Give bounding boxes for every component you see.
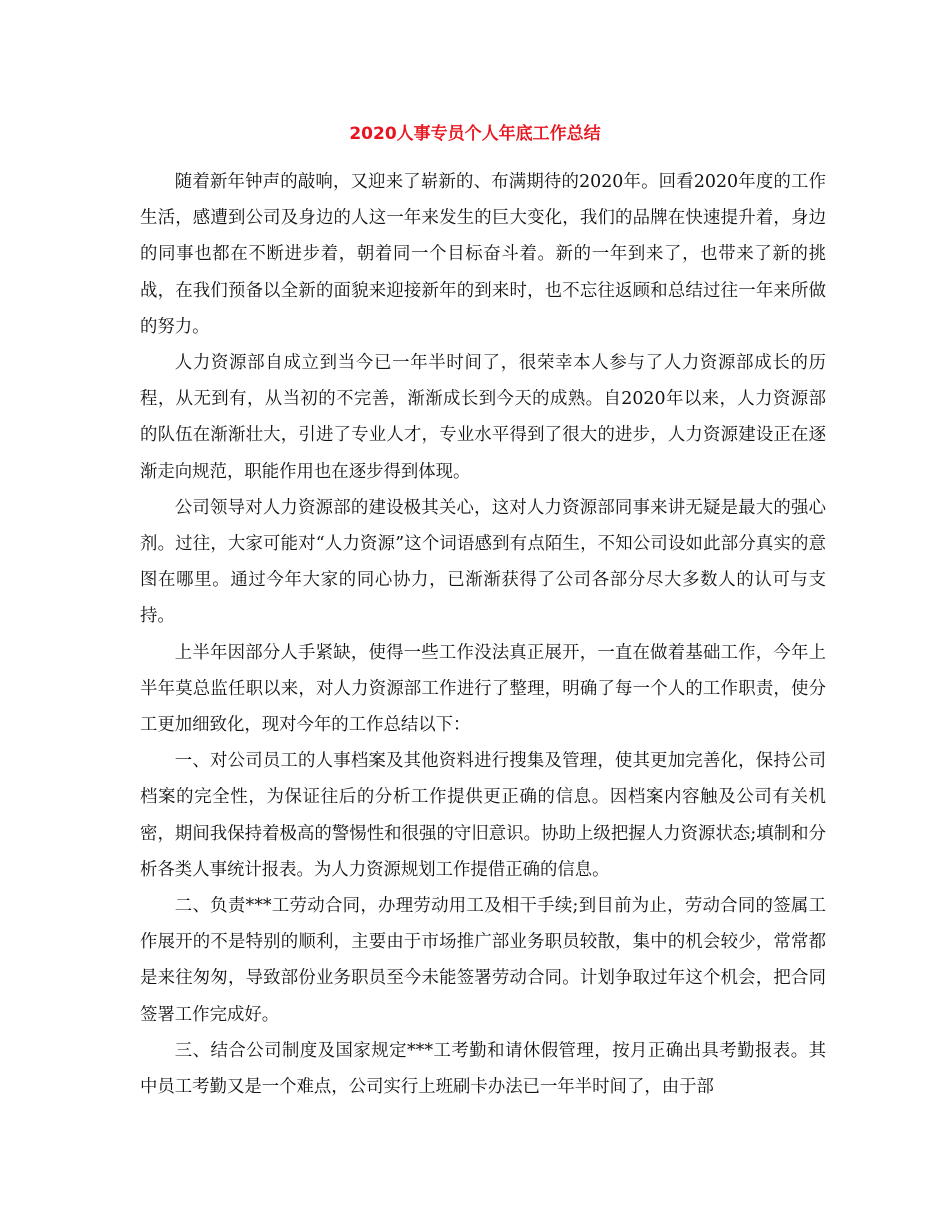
paragraph-4: 上半年因部分人手紧缺，使得一些工作没法真正展开，一直在做着基础工作，今年上半年莫总监任职以来，对人力资源部工作进行了整理，明确了每一个人的工作职责，使分工更加细致化，现对今年的工作总结以下： — [140, 642, 826, 736]
paragraph-2: 人力资源部自成立到当今已一年半时间了，很荣幸本人参与了人力资源部成长的历程，从无到有，从当初的不完善，渐渐成长到今天的成熟。自2020年以来，人力资源部的队伍在渐渐壮大，引进了专业人才，专业水平得到了很大的进步，人力资源建设正在逐渐走向规范，职能作用也在逐步得到体现。 — [140, 353, 826, 482]
paragraph-3: 公司领导对人力资源部的建设极其关心，这对人力资源部同事来讲无疑是最大的强心剂。过往，大家可能对“人力资源”这个词语感到有点陌生，不知公司设如此部分真实的意图在哪里。通过今年大家的同心协力，已渐渐获得了公司各部分尽大多数人的认可与支持。 — [140, 497, 826, 627]
document-title: 2020人事专员个人年底工作总结 — [349, 124, 601, 144]
paragraph-6: 二、负责***工劳动合同，办理劳动用工及相干手续;到目前为止，劳动合同的签属工作展开的不是特别的顺利，主要由于市场推广部业务职员较散，集中的机会较少，常常都是来往匆匆，导致部份业务职员至今未能签署劳动合同。计划争取过年这个机会，把合同签署工作完成好。 — [140, 896, 826, 1025]
document-body — [140, 164, 826, 1105]
paragraph-7: 三、结合公司制度及国家规定***工考勤和请休假管理，按月正确出具考勤报表。其中员工考勤又是一个难点，公司实行上班刷卡办法已一年半时间了，由于部 — [140, 1040, 826, 1098]
paragraph-5: 一、对公司员工的人事档案及其他资料进行搜集及管理，使其更加完善化，保持公司档案的完全性，为保证往后的分析工作提供更正确的信息。因档案内容触及公司有关机密，期间我保持着极高的警惕性和很强的守旧意识。协助上级把握人力资源状态;填制和分析各类人事统计报表。为人力资源规划工作提借正确的信息。 — [140, 751, 826, 880]
paragraph-1: 随着新年钟声的敲响，又迎来了崭新的、布满期待的2020年。回看2020年度的工作生活，感遭到公司及身边的人这一年来发生的巨大变化，我们的品牌在快速提升着，身边的同事也都在不断进步着，朝着同一个目标奋斗着。新的一年到来了，也带来了新的挑战，在我们预备以全新的面貌来迎接新年的到来时，也不忘往返顾和总结过往一年来所做的努力。 — [140, 172, 826, 337]
